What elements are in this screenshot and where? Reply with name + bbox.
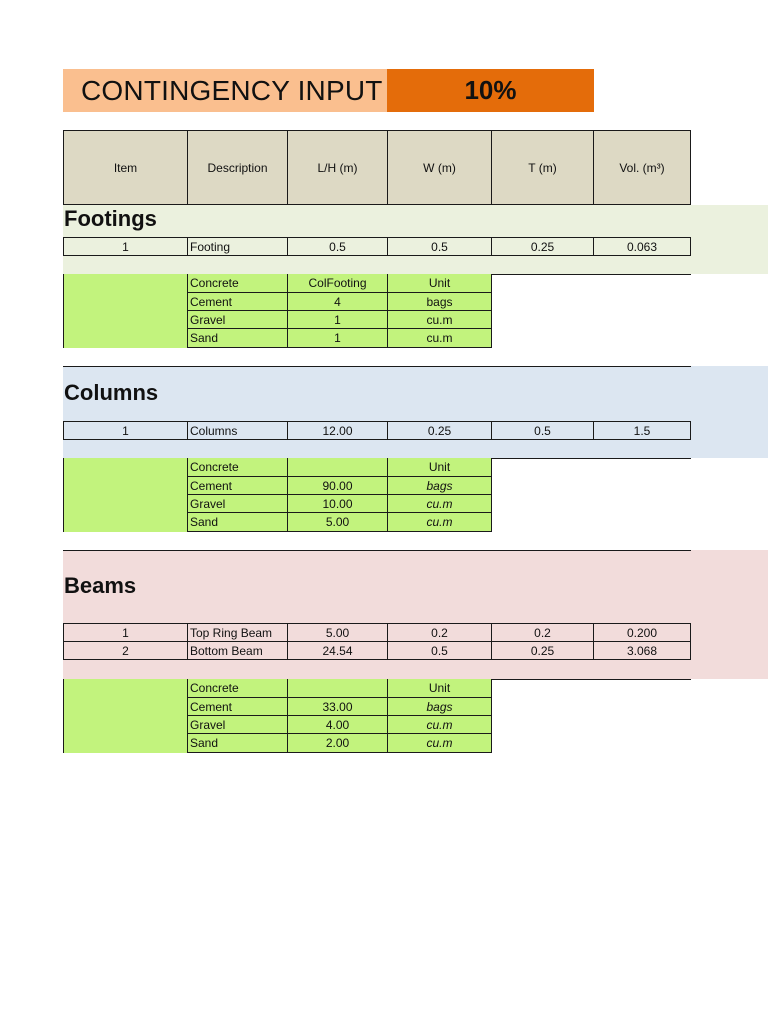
footing-material-unit-header: Unit xyxy=(387,274,492,293)
beams-material-left-border xyxy=(63,679,64,753)
column-description-cell[interactable]: Columns xyxy=(187,421,288,440)
columns-title: Columns xyxy=(64,380,159,405)
beam-length-cell[interactable]: 24.54 xyxy=(287,641,388,660)
columns-material-left-border xyxy=(63,458,64,532)
header-volume: Vol. (m³) xyxy=(593,130,691,205)
footing-thickness-cell[interactable]: 0.25 xyxy=(491,237,594,256)
beam-material-unit-header: Unit xyxy=(387,679,492,698)
footing-width-cell[interactable]: 0.5 xyxy=(387,237,492,256)
footings-material-left-border xyxy=(63,274,64,348)
beam-length-cell[interactable]: 5.00 xyxy=(287,623,388,642)
footing-material-unit: cu.m xyxy=(387,310,492,329)
beam-thickness-cell[interactable]: 0.25 xyxy=(491,641,594,660)
column-item-cell[interactable]: 1 xyxy=(63,421,188,440)
beam-material-qty[interactable]: 4.00 xyxy=(287,715,388,734)
beam-material-unit: cu.m xyxy=(387,733,492,753)
footing-material-unit: cu.m xyxy=(387,328,492,348)
footing-material-name: Cement xyxy=(187,292,288,311)
header-description: Description xyxy=(187,130,288,205)
beam-width-cell[interactable]: 0.2 xyxy=(387,623,492,642)
beam-material-qty[interactable]: 2.00 xyxy=(287,733,388,753)
header-item: Item xyxy=(63,130,188,205)
beams-title: Beams xyxy=(64,573,137,598)
footings-material-gutter xyxy=(63,274,188,348)
beam-material-unit: cu.m xyxy=(387,715,492,734)
beam-description-cell[interactable]: Bottom Beam xyxy=(187,641,288,660)
footing-material-qty[interactable]: 1 xyxy=(287,310,388,329)
column-material-header: Concrete xyxy=(187,458,288,477)
footing-material-name: Sand xyxy=(187,328,288,348)
columns-top-border xyxy=(63,366,691,367)
column-material-name: Gravel xyxy=(187,494,288,513)
header-length: L/H (m) xyxy=(287,130,388,205)
columns-band xyxy=(63,366,768,458)
beam-material-name: Sand xyxy=(187,733,288,753)
beam-material-name: Gravel xyxy=(187,715,288,734)
columns-material-gutter xyxy=(63,458,188,532)
footing-item-cell[interactable]: 1 xyxy=(63,237,188,256)
beam-volume-cell[interactable]: 0.200 xyxy=(593,623,691,642)
beam-item-cell[interactable]: 2 xyxy=(63,641,188,660)
column-material-unit: cu.m xyxy=(387,512,492,532)
beam-material-type xyxy=(287,679,388,698)
column-thickness-cell[interactable]: 0.5 xyxy=(491,421,594,440)
column-volume-cell[interactable]: 1.5 xyxy=(593,421,691,440)
column-material-name: Cement xyxy=(187,476,288,495)
column-length-cell[interactable]: 12.00 xyxy=(287,421,388,440)
beam-thickness-cell[interactable]: 0.2 xyxy=(491,623,594,642)
beam-volume-cell[interactable]: 3.068 xyxy=(593,641,691,660)
header-width: W (m) xyxy=(387,130,492,205)
beam-material-header: Concrete xyxy=(187,679,288,698)
footing-material-type: ColFooting xyxy=(287,274,388,293)
beams-material-gutter xyxy=(63,679,188,753)
contingency-label: CONTINGENCY INPUT xyxy=(63,69,387,112)
beam-width-cell[interactable]: 0.5 xyxy=(387,641,492,660)
column-material-unit: bags xyxy=(387,476,492,495)
column-material-type xyxy=(287,458,388,477)
column-material-unit: cu.m xyxy=(387,494,492,513)
column-material-qty[interactable]: 5.00 xyxy=(287,512,388,532)
column-material-name: Sand xyxy=(187,512,288,532)
footing-description-cell[interactable]: Footing xyxy=(187,237,288,256)
beam-item-cell[interactable]: 1 xyxy=(63,623,188,642)
beam-description-cell[interactable]: Top Ring Beam xyxy=(187,623,288,642)
footing-length-cell[interactable]: 0.5 xyxy=(287,237,388,256)
beam-material-name: Cement xyxy=(187,697,288,716)
column-material-qty[interactable]: 90.00 xyxy=(287,476,388,495)
beams-top-border xyxy=(63,550,691,551)
footings-title: Footings xyxy=(64,206,157,231)
column-material-qty[interactable]: 10.00 xyxy=(287,494,388,513)
contingency-value[interactable]: 10% xyxy=(387,69,594,112)
footing-volume-cell[interactable]: 0.063 xyxy=(593,237,691,256)
footing-material-name: Gravel xyxy=(187,310,288,329)
column-width-cell[interactable]: 0.25 xyxy=(387,421,492,440)
column-material-unit-header: Unit xyxy=(387,458,492,477)
footing-material-unit: bags xyxy=(387,292,492,311)
footing-material-qty[interactable]: 4 xyxy=(287,292,388,311)
header-thickness: T (m) xyxy=(491,130,594,205)
beam-material-qty[interactable]: 33.00 xyxy=(287,697,388,716)
beam-material-unit: bags xyxy=(387,697,492,716)
footing-material-qty[interactable]: 1 xyxy=(287,328,388,348)
footing-material-header: Concrete xyxy=(187,274,288,293)
